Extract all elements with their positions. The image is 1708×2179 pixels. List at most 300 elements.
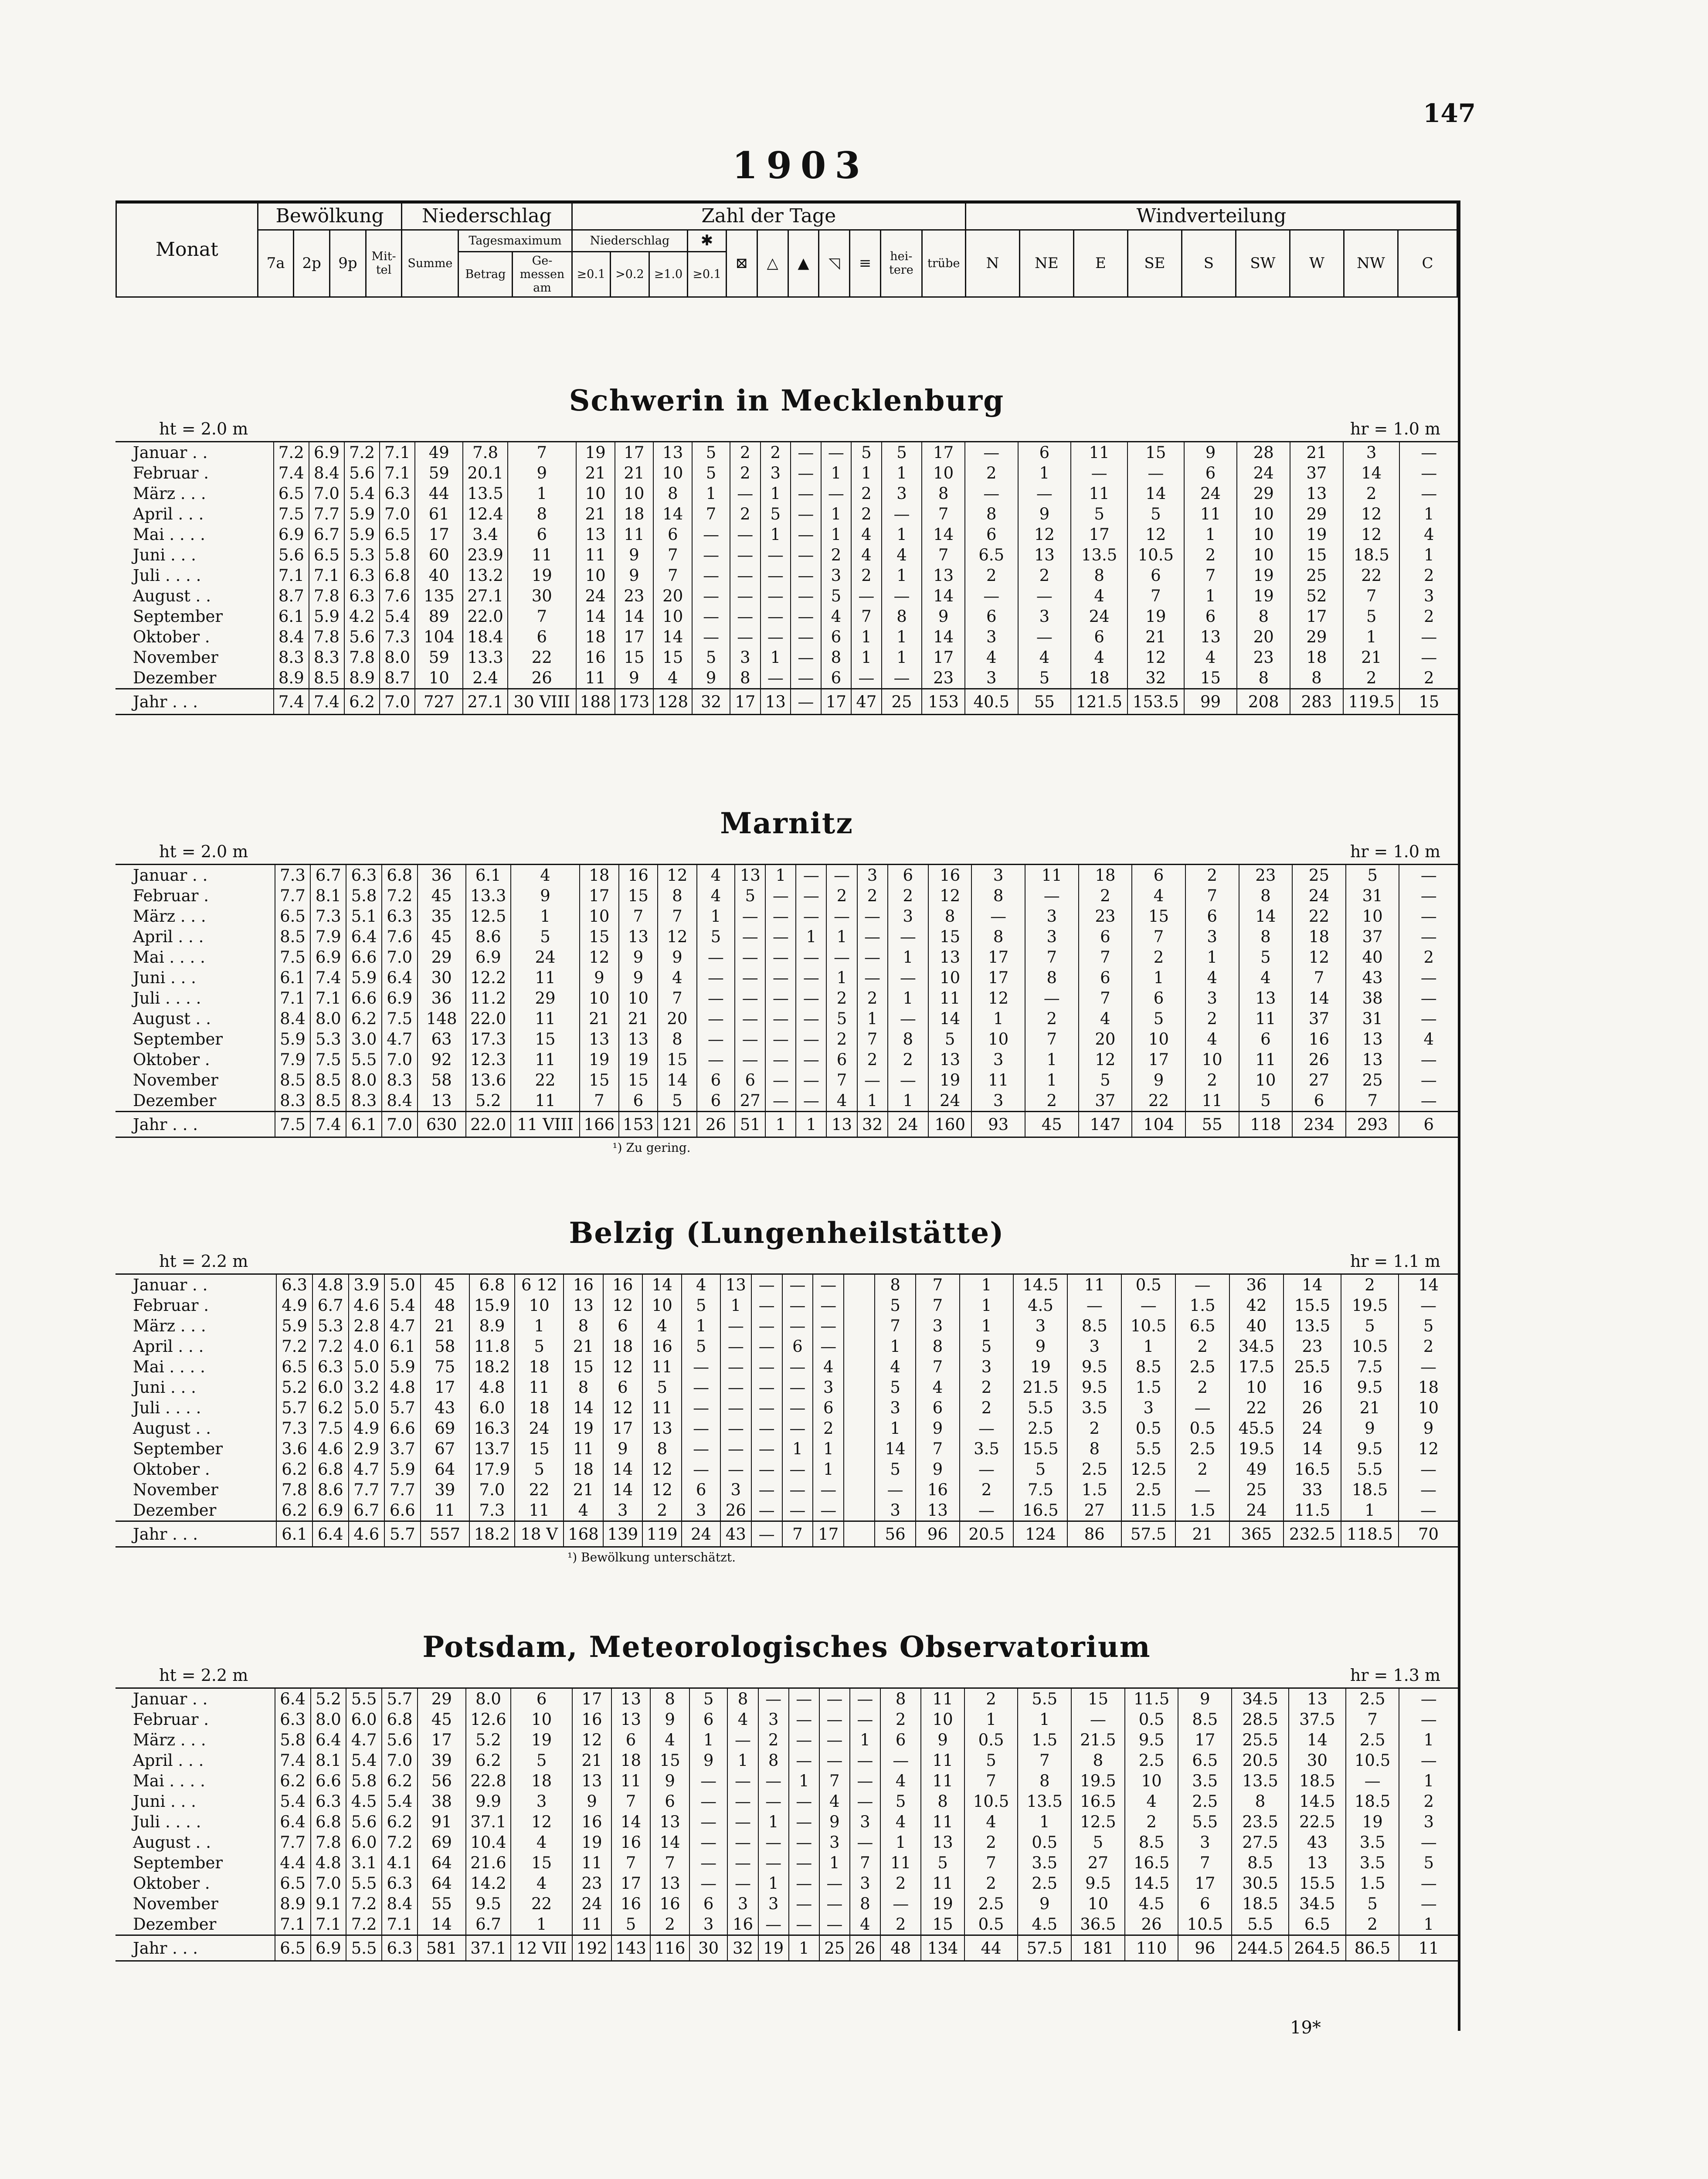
table-cell: 4.8	[384, 1377, 421, 1398]
table-cell: —	[761, 545, 791, 565]
table-cell: 19	[928, 1070, 971, 1090]
table-cell: 18	[615, 504, 654, 524]
table-cell: 1	[875, 1418, 916, 1439]
table-cell: 10	[1229, 1377, 1284, 1398]
table-cell: 1	[821, 504, 852, 524]
table-cell: 13	[922, 565, 965, 586]
month-label: März . . .	[133, 484, 206, 503]
table-cell: 15	[619, 886, 658, 906]
table-cell: 8.4	[274, 627, 309, 647]
table-row	[115, 927, 1458, 947]
table-cell: —	[758, 1832, 789, 1853]
table-cell: 104	[1132, 1112, 1185, 1137]
table-cell: 6.3	[312, 1357, 349, 1377]
table-cell: 64	[418, 1873, 466, 1894]
table-cell: 10	[619, 988, 658, 1008]
table-cell: 8.1	[311, 1750, 346, 1771]
table-cell: 9.5	[1125, 1730, 1178, 1750]
table-cell: —	[1067, 1295, 1121, 1316]
table-cell: 18.5	[1343, 545, 1400, 565]
table-cell: —	[761, 586, 791, 606]
table-cell: 18.5	[1341, 1480, 1399, 1500]
table-cell: 3	[916, 1316, 959, 1336]
table-cell: 9	[1018, 504, 1071, 524]
table-cell: 8	[650, 1688, 689, 1710]
table-cell: 6	[965, 606, 1018, 627]
table-cell: 6.7	[309, 524, 344, 545]
table-cell: 3	[758, 1709, 789, 1730]
table-cell: —	[720, 1418, 751, 1439]
table-cell: 6	[603, 1377, 642, 1398]
table-cell: 3.2	[349, 1377, 385, 1398]
table-cell: 2.5	[1346, 1688, 1399, 1710]
table-cell: 17	[615, 627, 654, 647]
table-row	[115, 886, 1458, 906]
table-cell: 5.6	[274, 545, 309, 565]
table-cell: 7	[922, 504, 965, 524]
table-cell: 13	[650, 1873, 689, 1894]
table-cell: 7.0	[469, 1480, 515, 1500]
table-cell: 5.9	[384, 1459, 421, 1480]
table-cell: 22	[1343, 565, 1400, 586]
table-cell: 13.6	[466, 1070, 511, 1090]
table-cell: 30.5	[1232, 1873, 1289, 1894]
table-cell: 110	[1125, 1935, 1178, 1961]
table-cell: 19	[1290, 524, 1343, 545]
table-cell: —	[689, 1853, 728, 1873]
table-cell: 118	[1239, 1112, 1293, 1137]
table-cell: —	[791, 463, 821, 483]
table-cell: —	[857, 1070, 888, 1090]
table-cell: 49	[415, 442, 463, 463]
table-cell: —	[850, 1688, 880, 1710]
table-cell: 9	[1399, 1418, 1458, 1439]
table-cell: 21	[1290, 442, 1343, 463]
table-cell: 6.9	[274, 524, 309, 545]
table-cell: 14	[1284, 1439, 1341, 1459]
table-cell: —	[813, 1336, 844, 1357]
table-cell: 2	[1079, 886, 1132, 906]
table-cell: 14	[1284, 1274, 1341, 1296]
table-cell: 29	[418, 1688, 466, 1710]
table-cell: 14.2	[466, 1873, 511, 1894]
month-label: Januar . .	[133, 443, 208, 462]
table-cell: 7	[782, 1521, 813, 1547]
table-cell: 121.5	[1071, 689, 1127, 715]
table-cell: 3	[761, 463, 791, 483]
table-cell: 1	[1399, 1730, 1458, 1750]
table-cell: 34.5	[1229, 1336, 1284, 1357]
table-cell: 3	[730, 647, 761, 668]
table-cell: 8.6	[466, 927, 511, 947]
table-cell: 21	[572, 1750, 611, 1771]
table-cell: 13	[1289, 1688, 1346, 1710]
table-cell: 9.1	[311, 1894, 346, 1914]
table-cell: 104	[415, 627, 463, 647]
table-cell: 48	[880, 1935, 921, 1961]
table-cell: 7	[964, 1853, 1018, 1873]
table-cell: 47	[851, 689, 882, 715]
table-cell: 26	[1125, 1914, 1178, 1935]
table-cell: 10.5	[1346, 1750, 1399, 1771]
table-cell: 1	[888, 988, 928, 1008]
table-cell: 3	[1067, 1336, 1121, 1357]
table-cell: 5	[875, 1377, 916, 1398]
table-cell: 6.3	[382, 1935, 418, 1961]
table-cell: 1	[882, 524, 922, 545]
table-cell: —	[1025, 988, 1079, 1008]
table-cell: 3	[1399, 1812, 1458, 1832]
table-cell: 5.7	[276, 1398, 312, 1418]
table-cell: 2	[730, 504, 761, 524]
table-cell: 6	[880, 1730, 921, 1750]
table-row	[115, 442, 1458, 463]
table-cell: 1	[758, 1873, 789, 1894]
table-cell: 153.5	[1127, 689, 1184, 715]
table-cell: —	[1399, 1357, 1458, 1377]
table-row	[115, 1295, 1458, 1316]
table-cell: 12	[658, 865, 697, 886]
table-cell: 3.1	[346, 1853, 382, 1873]
table-cell: —	[1399, 1894, 1458, 1914]
month-label: Dezember	[133, 669, 217, 687]
table-cell: 13	[928, 947, 971, 967]
table-cell: 7.1	[275, 1914, 311, 1935]
table-cell: 6.6	[384, 1500, 421, 1521]
table-cell: 15	[1132, 906, 1185, 927]
table-cell: 12	[1018, 524, 1071, 545]
table-row	[115, 1459, 1458, 1480]
table-cell: 5.2	[311, 1688, 346, 1710]
table-cell: 26	[850, 1935, 880, 1961]
table-cell: 4.5	[1018, 1914, 1071, 1935]
table-cell: 10	[928, 967, 971, 988]
table-cell: 20.1	[463, 463, 507, 483]
table-cell: 9	[1341, 1418, 1399, 1439]
table-cell: 3	[1025, 927, 1079, 947]
table-cell: —	[1018, 586, 1071, 606]
table-cell: —	[758, 1791, 789, 1812]
table-cell: —	[720, 1459, 751, 1480]
month-label: Februar .	[133, 464, 209, 482]
table-cell: 45	[418, 886, 466, 906]
table-cell: 5	[1018, 668, 1071, 689]
table-cell: 19	[580, 1049, 619, 1070]
table-cell: 26	[1292, 1049, 1346, 1070]
table-row	[115, 906, 1458, 927]
table-cell: 14	[1127, 483, 1184, 504]
table-cell: 21	[564, 1480, 603, 1500]
table-cell: 55	[1018, 689, 1071, 715]
table-cell: 5.4	[384, 1295, 421, 1316]
table-cell: 15	[653, 647, 692, 668]
table-cell: 9	[603, 1439, 642, 1459]
table-cell: 6.7	[466, 1914, 511, 1935]
table-cell: 13	[642, 1418, 682, 1439]
table-cell: 10	[1132, 1029, 1185, 1049]
table-cell: 6.8	[382, 865, 418, 886]
table-cell: 14	[611, 1812, 651, 1832]
table-cell: 13	[653, 442, 692, 463]
table-cell: —	[682, 1398, 720, 1418]
table-cell: 40	[415, 565, 463, 586]
table-cell: 20	[653, 586, 692, 606]
table-cell: 5.2	[276, 1377, 312, 1398]
table-cell: 5.0	[349, 1398, 385, 1418]
table-cell: 4	[880, 1812, 921, 1832]
table-cell: —	[880, 1894, 921, 1914]
table-cell: 16	[916, 1480, 959, 1500]
table-row	[115, 1070, 1458, 1090]
table-cell: 6	[619, 1090, 658, 1112]
table-cell: 26	[720, 1500, 751, 1521]
table-cell: 3	[888, 906, 928, 927]
table-cell: 10	[642, 1295, 682, 1316]
table-cell: —	[730, 524, 761, 545]
table-row	[115, 1688, 1458, 1710]
table-cell: 264.5	[1289, 1935, 1346, 1961]
frost-icon: △	[757, 230, 788, 297]
table-cell: 64	[418, 1853, 466, 1873]
table-cell: 7.8	[309, 627, 344, 647]
table-cell: 4	[658, 967, 697, 988]
table-cell: 7	[1127, 586, 1184, 606]
table-cell: 4	[821, 606, 852, 627]
table-cell: 7.5	[310, 1049, 346, 1070]
table-cell: 5.5	[1178, 1812, 1232, 1832]
table-cell: 160	[928, 1112, 971, 1137]
table-cell: —	[882, 668, 922, 689]
table-cell: 14	[650, 1832, 689, 1853]
table-cell: 10.5	[1127, 545, 1184, 565]
header-truebe: trübe	[922, 230, 965, 297]
table-cell: —	[791, 689, 821, 715]
table-cell: 11	[921, 1688, 964, 1710]
table-cell: 15	[511, 1853, 572, 1873]
table-cell: 20.5	[1232, 1750, 1289, 1771]
table-cell: 2	[826, 886, 857, 906]
table-cell: 11	[611, 1771, 651, 1791]
table-cell: 69	[418, 1832, 466, 1853]
header-gemessen: Ge-messen am	[513, 251, 572, 297]
table-cell: 25	[819, 1935, 850, 1961]
table-cell: 1	[882, 627, 922, 647]
table-cell: 24	[572, 1894, 611, 1914]
table-cell: 16	[619, 865, 658, 886]
station-title: Belzig (Lungenheilstätte)	[569, 1216, 1005, 1250]
table-cell: —	[1018, 627, 1071, 647]
table-cell: 4.6	[312, 1439, 349, 1459]
table-cell: 9	[1184, 442, 1237, 463]
table-cell: 2	[888, 886, 928, 906]
table-cell: 8	[727, 1688, 758, 1710]
table-cell: 14	[653, 504, 692, 524]
table-cell: 6.3	[346, 865, 382, 886]
table-cell: 40.5	[965, 689, 1018, 715]
table-cell: —	[880, 1750, 921, 1771]
table-cell: 7.1	[310, 988, 346, 1008]
table-cell: 2	[1185, 1070, 1239, 1090]
table-cell: 7.9	[310, 927, 346, 947]
table-cell: —	[796, 865, 826, 886]
table-cell: —	[765, 947, 796, 967]
table-cell: 5.9	[344, 504, 380, 524]
table-cell: 23	[922, 668, 965, 689]
table-cell: 5	[960, 1336, 1014, 1357]
table-cell: 5.5	[346, 1049, 382, 1070]
table-cell: —	[1018, 483, 1071, 504]
table-cell: 7.7	[384, 1480, 421, 1500]
table-cell: 1	[1343, 627, 1400, 647]
table-cell: 11	[1239, 1008, 1293, 1029]
table-cell: 9	[615, 565, 654, 586]
table-cell: 6.5	[275, 1935, 311, 1961]
table-cell: 1	[888, 947, 928, 967]
table-cell: 0.5	[964, 1914, 1018, 1935]
table-cell: 8	[1239, 927, 1293, 947]
table-cell: 21	[1343, 647, 1400, 668]
table-cell: 5.5	[1121, 1439, 1175, 1459]
table-cell: 8	[971, 927, 1025, 947]
table-cell: 2	[960, 1480, 1014, 1500]
table-cell: —	[821, 442, 852, 463]
table-cell: —	[796, 1070, 826, 1090]
table-cell: 6.3	[382, 1873, 418, 1894]
table-row	[115, 1771, 1458, 1791]
header-heitere: hei-tere	[881, 230, 922, 297]
table-cell: 6.3	[380, 483, 415, 504]
table-cell: 24	[1229, 1500, 1284, 1521]
table-cell: 2	[1399, 606, 1458, 627]
table-cell: 5.2	[466, 1090, 511, 1112]
table-cell: —	[751, 1398, 782, 1418]
table-cell: 5	[1132, 1008, 1185, 1029]
table-cell: —	[730, 483, 761, 504]
table-cell: 18.5	[1232, 1894, 1289, 1914]
table-cell: —	[819, 1894, 850, 1914]
table-cell: 17	[821, 689, 852, 715]
table-cell: 5.5	[1232, 1914, 1289, 1935]
table-cell: —	[782, 1316, 813, 1336]
table-cell: 4	[1185, 967, 1239, 988]
table-cell: 16	[727, 1914, 758, 1935]
table-cell: 6	[1399, 1112, 1458, 1137]
table-cell: 1	[857, 1008, 888, 1029]
table-cell: 3	[819, 1832, 850, 1853]
table-cell: 4	[850, 1914, 880, 1935]
table-cell: 7.8	[309, 586, 344, 606]
table-cell: 4	[642, 1316, 682, 1336]
table-cell: 5	[875, 1459, 916, 1480]
table-cell: —	[765, 927, 796, 947]
table-cell: 7.2	[344, 442, 380, 463]
table-cell: —	[850, 1709, 880, 1730]
header-zahl-der-tage: Zahl der Tage	[572, 202, 965, 230]
table-cell: 6	[1071, 627, 1127, 647]
table-cell: —	[791, 524, 821, 545]
table-cell: 3	[1178, 1832, 1232, 1853]
table-cell: 7.7	[275, 1832, 311, 1853]
table-cell: 1.5	[1067, 1480, 1121, 1500]
table-cell: 32	[727, 1935, 758, 1961]
table-cell: 3	[1185, 927, 1239, 947]
table-cell: 5	[1079, 1070, 1132, 1090]
table-row	[115, 1029, 1458, 1049]
header-mittel: Mit-tel	[366, 230, 402, 297]
table-cell: 13.3	[466, 886, 511, 906]
table-cell: 16	[642, 1336, 682, 1357]
table-cell: 1	[796, 927, 826, 947]
month-label: Dezember	[133, 1501, 217, 1520]
table-cell: —	[1127, 463, 1184, 483]
table-cell: 8	[882, 606, 922, 627]
table-cell: —	[791, 647, 821, 668]
table-cell: —	[751, 1316, 782, 1336]
table-cell: 15.9	[469, 1295, 515, 1316]
table-cell: 1	[964, 1709, 1018, 1730]
table-cell: 19	[508, 565, 576, 586]
table-cell: 2	[730, 442, 761, 463]
table-cell: 49	[1229, 1459, 1284, 1480]
table-cell: 17	[615, 442, 654, 463]
table-cell: 3	[758, 1894, 789, 1914]
table-cell: 3	[875, 1500, 916, 1521]
table-cell: 1	[826, 967, 857, 988]
table-cell: 4	[1018, 647, 1071, 668]
table-cell: 7	[1178, 1853, 1232, 1873]
table-cell: 232.5	[1284, 1521, 1341, 1547]
table-cell: 17	[611, 1873, 651, 1894]
table-cell: 12	[1079, 1049, 1132, 1070]
table-cell: 7.5	[275, 947, 311, 967]
table-cell: 1	[796, 1112, 826, 1137]
table-cell: 12.4	[463, 504, 507, 524]
table-cell: 11	[508, 545, 576, 565]
table-cell: 4	[1399, 1029, 1458, 1049]
table-cell: 7	[1343, 586, 1400, 606]
table-cell: 1	[789, 1935, 819, 1961]
table-cell: 8	[880, 1688, 921, 1710]
table-cell: 13.5	[463, 483, 507, 504]
table-cell: 8.9	[344, 668, 380, 689]
table-cell: —	[727, 1832, 758, 1853]
table-cell: 23.9	[463, 545, 507, 565]
table-cell: 7	[875, 1316, 916, 1336]
table-cell: 0.5	[964, 1730, 1018, 1750]
table-cell: 7.1	[275, 988, 311, 1008]
table-cell: 4.6	[349, 1521, 385, 1547]
table-cell: —	[751, 1357, 782, 1377]
table-cell: 148	[418, 1008, 466, 1029]
table-cell: 18	[576, 627, 615, 647]
table-cell: 43	[1289, 1832, 1346, 1853]
table-cell: 7.0	[380, 689, 415, 715]
table-cell: 5.4	[275, 1791, 311, 1812]
table-cell: 12	[511, 1812, 572, 1832]
table-cell: 11	[880, 1853, 921, 1873]
table-cell: 3.5	[1178, 1771, 1232, 1791]
table-cell: 4	[813, 1357, 844, 1377]
table-cell: 2	[851, 483, 882, 504]
table-cell: 7.0	[382, 1112, 418, 1137]
table-cell: 128	[653, 689, 692, 715]
table-cell: 8	[916, 1336, 959, 1357]
table-cell: —	[1399, 906, 1458, 927]
table-cell: 8	[508, 504, 576, 524]
table-cell: 2.5	[964, 1894, 1018, 1914]
table-cell: 14.5	[1289, 1791, 1346, 1812]
table-cell: 11	[642, 1357, 682, 1377]
